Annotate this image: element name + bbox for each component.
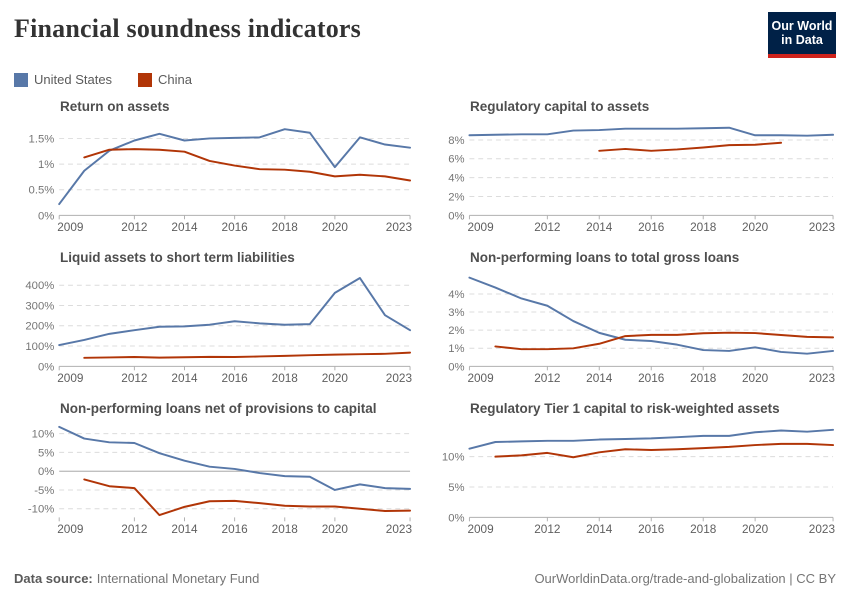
svg-text:2016: 2016 [221, 372, 248, 386]
chart-title: Non-performing loans to total gross loans [470, 250, 740, 265]
svg-text:100%: 100% [25, 340, 55, 353]
svg-text:2014: 2014 [586, 221, 613, 235]
chart-title: Regulatory Tier 1 capital to risk-weighted assets [470, 401, 780, 416]
svg-text:0%: 0% [448, 361, 465, 374]
svg-text:1%: 1% [37, 159, 55, 172]
legend-swatch-united-states [14, 73, 28, 87]
chart-plot-regulatory-capital-to-assets [437, 116, 836, 244]
chart-liquid-assets-to-short-term-liabilities [14, 250, 413, 395]
chart-tier1-capital-to-risk-weighted-assets [437, 401, 836, 546]
svg-text:2012: 2012 [534, 221, 561, 235]
svg-text:4%: 4% [448, 172, 465, 185]
svg-text:3%: 3% [448, 306, 465, 319]
svg-text:2014: 2014 [171, 372, 198, 386]
svg-text:2016: 2016 [638, 221, 665, 235]
svg-text:2018: 2018 [271, 523, 298, 537]
svg-text:2009: 2009 [467, 523, 494, 537]
svg-text:2020: 2020 [321, 221, 348, 235]
legend-label-china: China [158, 72, 193, 87]
svg-text:2016: 2016 [221, 523, 248, 537]
svg-text:2020: 2020 [742, 372, 769, 386]
chart-plot-return-on-assets [14, 116, 413, 244]
legend-label-united-states: United States [34, 72, 113, 87]
svg-text:2012: 2012 [121, 372, 148, 386]
svg-text:2023: 2023 [808, 372, 836, 386]
data-source [14, 571, 259, 586]
svg-text:1%: 1% [448, 343, 465, 356]
chart-return-on-assets [14, 99, 413, 244]
svg-text:6%: 6% [448, 153, 465, 166]
svg-text:2023: 2023 [808, 221, 836, 235]
svg-text:2012: 2012 [121, 221, 148, 235]
svg-text:2018: 2018 [271, 372, 298, 386]
svg-text:2009: 2009 [57, 221, 84, 235]
svg-text:2023: 2023 [385, 221, 413, 235]
svg-text:-5%: -5% [34, 484, 55, 497]
svg-text:0%: 0% [448, 210, 465, 223]
svg-text:2020: 2020 [742, 523, 769, 537]
svg-text:400%: 400% [25, 280, 55, 293]
footer [14, 571, 836, 586]
svg-text:2018: 2018 [271, 221, 298, 235]
svg-text:2020: 2020 [321, 523, 348, 537]
svg-text:0%: 0% [448, 512, 465, 525]
page-title: Financial soundness indicators [14, 14, 361, 43]
svg-text:2009: 2009 [467, 372, 494, 386]
svg-text:2023: 2023 [808, 523, 836, 537]
svg-text:0%: 0% [37, 361, 55, 374]
chart-npl-net-of-provisions-to-capital [14, 401, 413, 546]
svg-text:5%: 5% [37, 447, 55, 460]
svg-text:10%: 10% [441, 451, 465, 464]
svg-text:2%: 2% [448, 191, 465, 204]
svg-text:2018: 2018 [690, 523, 717, 537]
chart-title: Liquid assets to short term liabilities [60, 250, 295, 265]
svg-text:2014: 2014 [586, 372, 613, 386]
svg-text:0%: 0% [37, 210, 55, 223]
chart-regulatory-capital-to-assets [437, 99, 836, 244]
owid-logo-text-line2: in Data [781, 33, 823, 47]
chart-plot-liquid-assets [14, 267, 413, 395]
svg-text:200%: 200% [25, 320, 55, 333]
data-source-label: Data source: [14, 571, 93, 586]
charts-grid [14, 99, 836, 546]
svg-text:1.5%: 1.5% [28, 133, 55, 146]
legend-swatch-china [138, 73, 152, 87]
svg-text:0.5%: 0.5% [28, 184, 55, 197]
svg-text:2009: 2009 [467, 221, 494, 235]
chart-plot-npl-net-provisions [14, 418, 413, 546]
svg-text:2023: 2023 [385, 523, 413, 537]
svg-text:2014: 2014 [171, 221, 198, 235]
chart-non-performing-loans-to-gross-loans [437, 250, 836, 395]
svg-text:2016: 2016 [638, 372, 665, 386]
svg-text:4%: 4% [448, 288, 465, 301]
credit-link[interactable]: OurWorldinData.org/trade-and-globalization | CC BY [534, 571, 836, 586]
header [14, 12, 836, 58]
svg-text:5%: 5% [448, 481, 465, 494]
legend [14, 72, 836, 87]
svg-text:10%: 10% [31, 428, 55, 441]
svg-text:-10%: -10% [27, 503, 55, 516]
svg-text:8%: 8% [448, 134, 465, 147]
svg-text:2016: 2016 [638, 523, 665, 537]
owid-logo[interactable] [768, 12, 836, 58]
svg-text:2020: 2020 [742, 221, 769, 235]
svg-text:0%: 0% [37, 466, 55, 479]
svg-text:2%: 2% [448, 325, 465, 338]
chart-title: Return on assets [60, 99, 170, 114]
svg-text:300%: 300% [25, 300, 55, 313]
data-source-value: International Monetary Fund [96, 571, 260, 586]
legend-item-china [138, 72, 192, 87]
svg-text:2016: 2016 [221, 221, 248, 235]
svg-text:2014: 2014 [586, 523, 613, 537]
svg-text:2018: 2018 [690, 372, 717, 386]
chart-plot-tier1-capital [437, 418, 836, 546]
svg-text:2020: 2020 [321, 372, 348, 386]
owid-logo-text-line1: Our World [771, 19, 833, 33]
svg-text:2009: 2009 [57, 523, 84, 537]
svg-text:2012: 2012 [534, 523, 561, 537]
chart-title: Non-performing loans net of provisions to capital [60, 401, 377, 416]
svg-text:2023: 2023 [385, 372, 413, 386]
svg-text:2009: 2009 [57, 372, 84, 386]
chart-plot-npl-gross-loans [437, 267, 836, 395]
svg-text:2018: 2018 [690, 221, 717, 235]
legend-item-united-states [14, 72, 112, 87]
chart-title: Regulatory capital to assets [470, 99, 650, 114]
svg-text:2012: 2012 [534, 372, 561, 386]
svg-text:2012: 2012 [121, 523, 148, 537]
svg-text:2014: 2014 [171, 523, 198, 537]
